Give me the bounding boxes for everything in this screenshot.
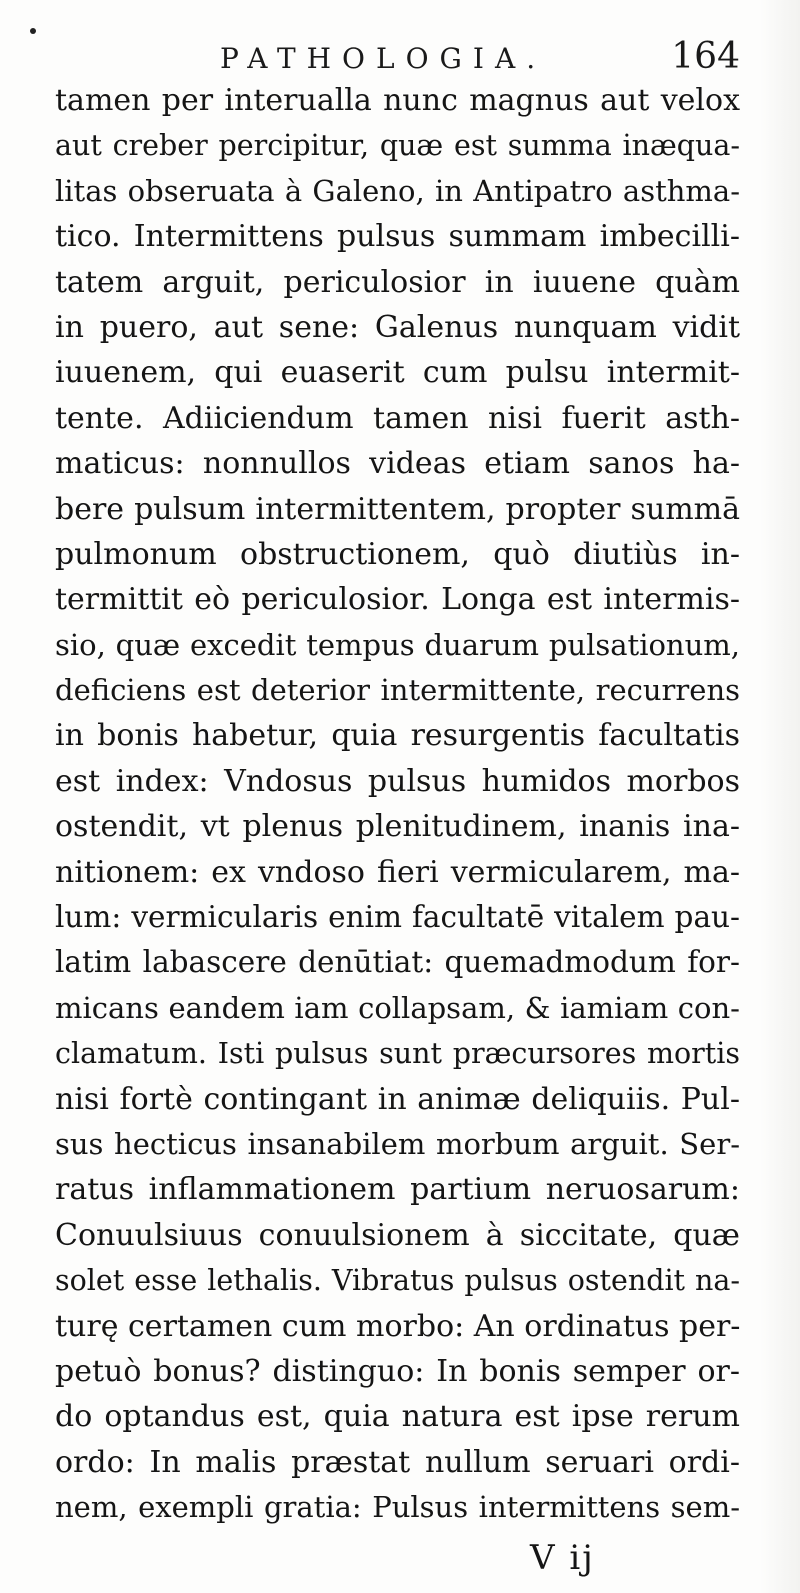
margin-ink-dot: [30, 28, 36, 34]
page-edge-shadow: [760, 0, 800, 1593]
text-line: maticus: nonnullos videas etiam sanos ha-: [55, 446, 740, 482]
text-line: sio, quæ excedit tempus duarum pulsationum,: [55, 627, 740, 662]
text-line: tatem arguit, periculosior in iuuene quàm: [55, 264, 740, 300]
page-number: 164: [671, 36, 740, 77]
text-line: latim labascere denūtiat: quemadmodum for-: [55, 945, 740, 980]
text-line: do optandus est, quia natura est ipse rerum: [55, 1399, 740, 1435]
body-text: [55, 78, 740, 1531]
text-line: ratus inflammationem partium neruosarum:: [55, 1172, 740, 1208]
text-line: deficiens est deterior intermittente, recurrens: [55, 673, 740, 708]
text-line: bere pulsum intermittentem, propter summā: [55, 491, 740, 527]
running-head: PATHOLOGIA.: [220, 42, 547, 75]
text-line: in bonis habetur, quia resurgentis facultatis: [55, 718, 740, 754]
text-line: tente. Adiiciendum tamen nisi fuerit asth-: [55, 400, 740, 436]
text-line: iuuenem, qui euaserit cum pulsu intermit-: [55, 355, 740, 391]
text-line: nem, exempli gratia: Pulsus intermittens sem-: [55, 1490, 740, 1525]
text-line: sus hecticus insanabilem morbum arguit. Ser-: [55, 1126, 740, 1161]
text-line: petuò bonus? distinguo: In bonis semper or-: [55, 1353, 740, 1389]
text-line: nitionem: ex vndoso fieri vermicularem, ma-: [55, 854, 740, 890]
text-line: termittit eò periculosior. Longa est intermis-: [55, 582, 740, 618]
text-line: lum: vermicularis enim facultatē vitalem pau-: [55, 900, 740, 935]
text-line: ordo: In malis præstat nullum seruari ordi-: [55, 1444, 740, 1480]
text-line: Conuulsiuus conuulsionem à siccitate, quæ: [55, 1217, 740, 1253]
text-line: est index: Vndosus pulsus humidos morbos: [55, 763, 740, 799]
text-line: tico. Intermittens pulsus summam imbecilli-: [55, 219, 740, 255]
text-line: tamen per interualla nunc magnus aut velox: [55, 83, 740, 118]
text-line: ostendit, vt plenus plenitudinem, inanis ina-: [55, 809, 740, 845]
text-line: clamatum. Isti pulsus sunt præcursores mortis: [55, 1037, 740, 1071]
text-line: solet esse lethalis. Vibratus pulsus ostendit na-: [55, 1264, 740, 1298]
signature-mark: V ij: [530, 1538, 595, 1578]
text-line: micans eandem iam collapsam, & iamiam con-: [55, 990, 740, 1025]
text-line: in puero, aut sene: Galenus nunquam vidit: [55, 309, 740, 345]
text-line: nisi fortè contingant in animæ deliquiis. Pul-: [55, 1081, 740, 1117]
text-line: litas obseruata à Galeno, in Antipatro asthma-: [55, 173, 740, 208]
text-line: aut creber percipitur, quæ est summa inæqua-: [55, 129, 740, 163]
text-line: turę certamen cum morbo: An ordinatus per-: [55, 1308, 741, 1344]
text-line: pulmonum obstructionem, quò diutiùs in-: [55, 536, 740, 572]
